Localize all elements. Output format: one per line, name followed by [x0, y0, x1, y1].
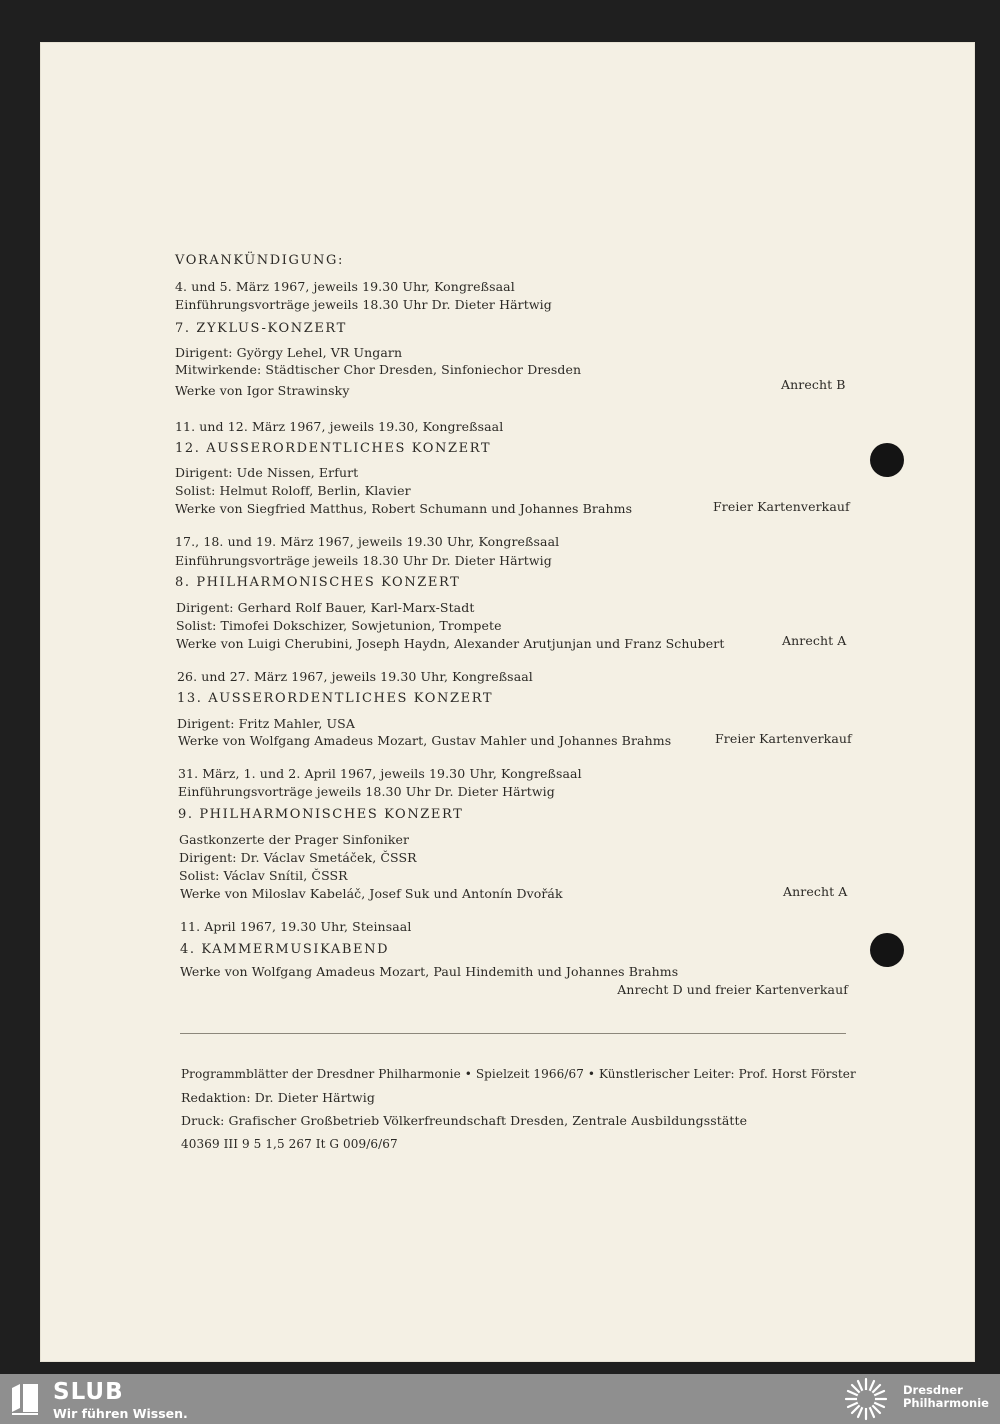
- concert-detail: Dirigent: György Lehel, VR Ungarn: [175, 345, 403, 360]
- divider-line: [180, 1033, 846, 1034]
- concert-detail: Dirigent: Ude Nissen, Erfurt: [175, 465, 359, 480]
- concert-detail: Mitwirkende: Städtischer Chor Dresden, Sinfoniechor Dresden: [175, 362, 582, 377]
- concert-title: 9. PHILHARMONISCHES KONZERT: [178, 807, 464, 822]
- concert-date-line: 31. März, 1. und 2. April 1967, jeweils 19.30 Uhr, Kongreßsaal: [178, 766, 582, 781]
- slub-logo-icon: [10, 1382, 40, 1416]
- concert-detail: Dirigent: Dr. Václav Smetáček, ČSSR: [179, 850, 417, 865]
- philharmonie-wordmark: [903, 1384, 989, 1410]
- philharmonie-line-2: Philharmonie: [903, 1396, 989, 1410]
- concert-subscription: Anrecht A: [783, 884, 848, 899]
- colophon-print-code: 40369 III 9 5 1,5 267 It G 009/6/67: [181, 1137, 398, 1151]
- concert-title: 8. PHILHARMONISCHES KONZERT: [175, 575, 461, 590]
- colophon-editor: Redaktion: Dr. Dieter Härtwig: [181, 1090, 375, 1105]
- concert-title: 13. AUSSERORDENTLICHES KONZERT: [177, 691, 494, 706]
- concert-subscription: Freier Kartenverkauf: [713, 499, 850, 514]
- punch-hole-bottom: [870, 933, 904, 967]
- concert-subscription: Anrecht A: [782, 633, 847, 648]
- concert-detail: Werke von Wolfgang Amadeus Mozart, Paul Hindemith und Johannes Brahms: [180, 964, 679, 979]
- concert-date-line: 26. und 27. März 1967, jeweils 19.30 Uhr, Kongreßsaal: [177, 669, 533, 684]
- punch-hole-top: [870, 443, 904, 477]
- concert-detail: Solist: Václav Snítil, ČSSR: [179, 868, 348, 883]
- colophon-printer: Druck: Grafischer Großbetrieb Völkerfreundschaft Dresden, Zentrale Ausbildungsstätte: [181, 1113, 748, 1128]
- concert-intro-line: Einführungsvorträge jeweils 18.30 Uhr Dr. Dieter Härtwig: [175, 553, 552, 568]
- concert-intro-line: Einführungsvorträge jeweils 18.30 Uhr Dr. Dieter Härtwig: [175, 297, 552, 312]
- announcement-heading: VORANKÜNDIGUNG:: [175, 253, 344, 268]
- footer-bar: [0, 1374, 1000, 1424]
- concert-detail: Dirigent: Fritz Mahler, USA: [177, 716, 355, 731]
- concert-date-line: 11. und 12. März 1967, jeweils 19.30, Kongreßsaal: [175, 419, 504, 434]
- concert-detail: Gastkonzerte der Prager Sinfoniker: [179, 832, 410, 847]
- slub-wordmark: SLUB: [53, 1379, 124, 1405]
- concert-title: 12. AUSSERORDENTLICHES KONZERT: [175, 441, 492, 456]
- concert-detail: Werke von Siegfried Matthus, Robert Schumann und Johannes Brahms: [175, 501, 633, 516]
- concert-date-line: 17., 18. und 19. März 1967, jeweils 19.30 Uhr, Kongreßsaal: [175, 534, 560, 549]
- concert-intro-line: Einführungsvorträge jeweils 18.30 Uhr Dr. Dieter Härtwig: [178, 784, 555, 799]
- slub-claim: Wir führen Wissen.: [53, 1406, 188, 1421]
- concert-date-line: 4. und 5. März 1967, jeweils 19.30 Uhr, Kongreßsaal: [175, 279, 515, 294]
- concert-subscription: Anrecht B: [781, 377, 846, 392]
- concert-detail: Dirigent: Gerhard Rolf Bauer, Karl-Marx-Stadt: [176, 600, 475, 615]
- concert-detail: Werke von Igor Strawinsky: [175, 383, 350, 398]
- concert-subscription: Freier Kartenverkauf: [715, 731, 852, 746]
- concert-title: 4. KAMMERMUSIKABEND: [180, 942, 390, 957]
- concert-title: 7. ZYKLUS-KONZERT: [175, 321, 347, 336]
- philharmonie-logo-icon: [840, 1377, 892, 1421]
- concert-detail: Werke von Miloslav Kabeláč, Josef Suk und Antonín Dvořák: [180, 886, 563, 901]
- concert-detail: Werke von Luigi Cherubini, Joseph Haydn, Alexander Arutjunjan und Franz Schubert: [176, 636, 725, 651]
- concert-detail: Solist: Timofei Dokschizer, Sowjetunion, Trompete: [176, 618, 502, 633]
- philharmonie-line-1: Dresdner: [903, 1383, 963, 1397]
- concert-subscription: Anrecht D und freier Kartenverkauf: [617, 982, 848, 997]
- concert-detail: Solist: Helmut Roloff, Berlin, Klavier: [175, 483, 411, 498]
- concert-date-line: 11. April 1967, 19.30 Uhr, Steinsaal: [180, 919, 412, 934]
- colophon-publisher: Programmblätter der Dresdner Philharmonie • Spielzeit 1966/67 • Künstlerischer Leiter: Prof. Horst Förster: [181, 1067, 856, 1081]
- concert-detail: Werke von Wolfgang Amadeus Mozart, Gustav Mahler und Johannes Brahms: [178, 733, 672, 748]
